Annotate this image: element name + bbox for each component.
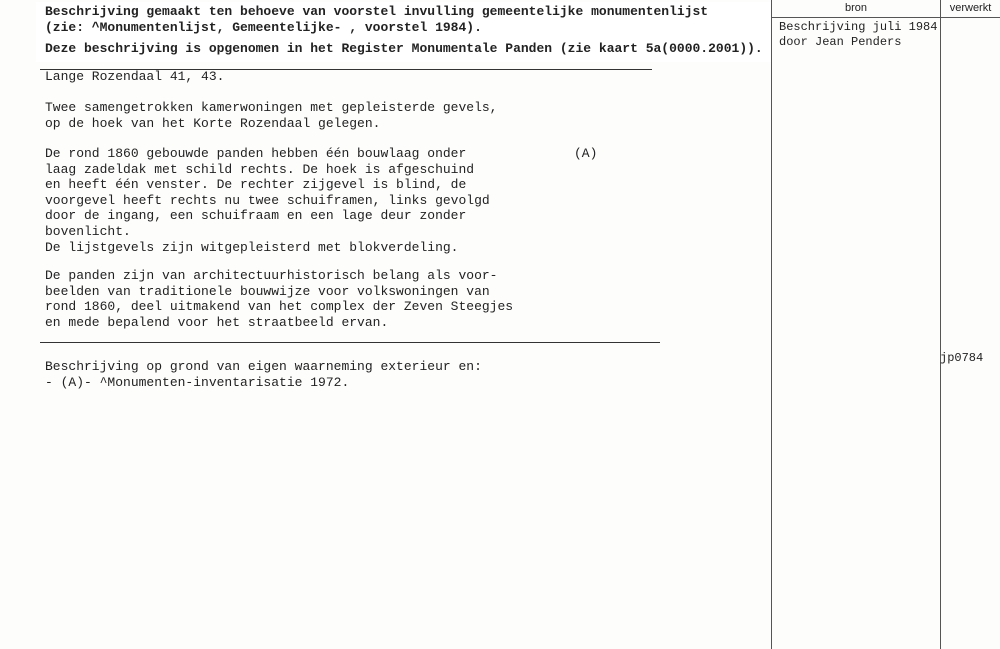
bottom-divider bbox=[40, 342, 660, 343]
paragraph-summary: Twee samengetrokken kamerwoningen met gepleisterde gevels, op de hoek van het Korte Rozendaal gelegen. bbox=[45, 100, 498, 131]
verwerkt-column-header: verwerkt bbox=[941, 0, 1000, 18]
header-line-2: (zie: ^Monumentenlijst, Gemeentelijke- , voorstel 1984). bbox=[45, 20, 482, 35]
source-marker: (A) bbox=[574, 146, 598, 161]
address-line: Lange Rozendaal 41, 43. bbox=[45, 69, 225, 84]
bron-entry: Beschrijving juli 1984 door Jean Penders bbox=[779, 20, 938, 49]
sources-note: Beschrijving op grond van eigen waarneming exterieur en: - (A)- ^Monumenten-inventarisatie 1972. bbox=[45, 359, 482, 390]
bron-column-divider bbox=[771, 0, 772, 649]
header-line-3: Deze beschrijving is opgenomen in het Register Monumentale Panden (zie kaart 5a(0000.2001)). bbox=[45, 41, 763, 56]
verwerkt-column-divider bbox=[940, 0, 941, 649]
header-line-1: Beschrijving gemaakt ten behoeve van voorstel invulling gemeentelijke monumentenlijst bbox=[45, 4, 709, 19]
bron-column-header: bron bbox=[772, 0, 940, 18]
paragraph-description: De rond 1860 gebouwde panden hebben één bouwlaag onder laag zadeldak met schild rechts. De hoek is afgeschuind en heeft één venster. De rechter zijgevel is blind, de voorgevel heeft rechts nu twee schuiframen, links gevolgd door de ingang, een schuifraam en een lage deur zonder bovenlicht. De lijstgevels zijn witgepleisterd met blokverdeling. bbox=[45, 146, 490, 255]
verwerkt-code: jp0784 bbox=[940, 351, 984, 365]
paragraph-significance: De panden zijn van architectuurhistorisch belang als voor- beelden van traditionele bouwwijze voor volkswoningen van rond 1860, deel uitmakend van het complex der Zeven Steegjes en mede bepalend voor het straatbeeld ervan. bbox=[45, 268, 514, 330]
